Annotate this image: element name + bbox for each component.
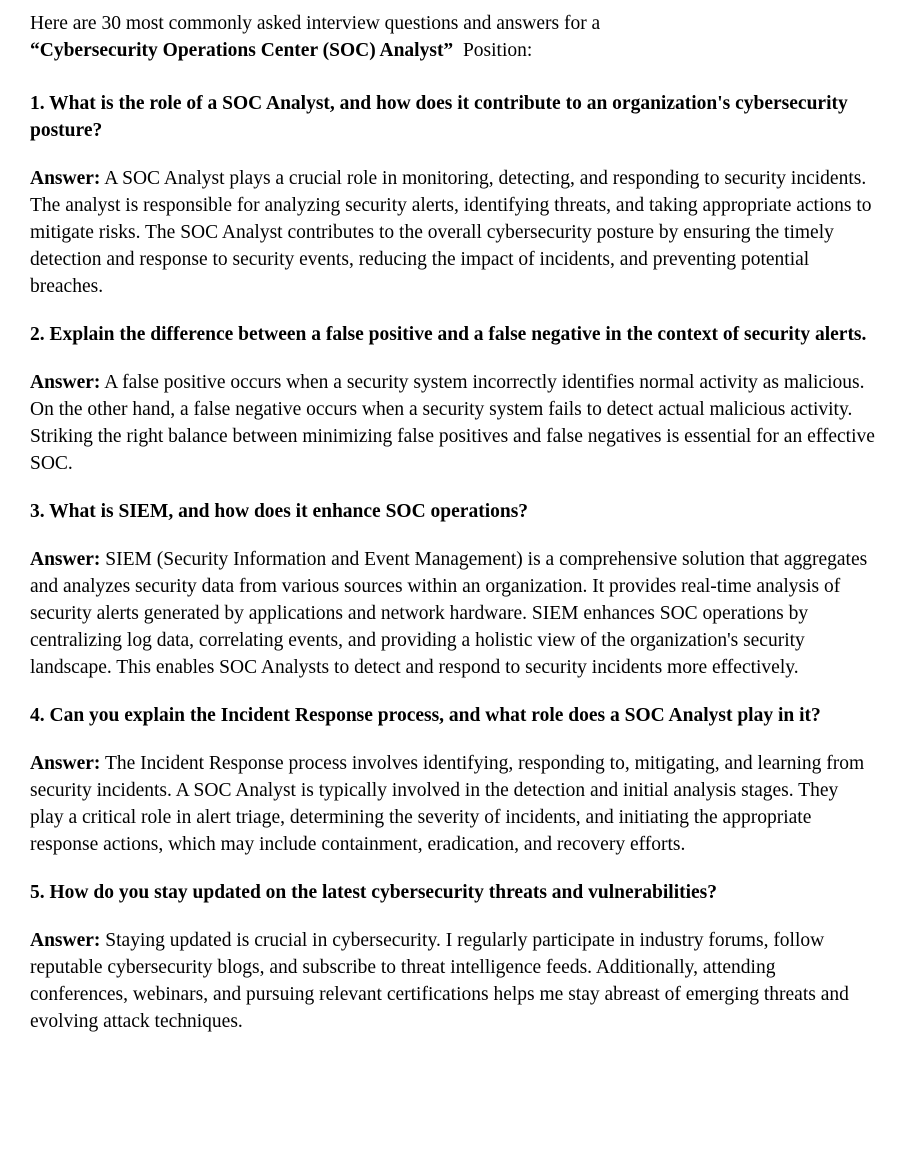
- answer-text: The Incident Response process involves identifying, responding to, mitigating, and learning from security incidents. A SOC Analyst is typically involved in the detection and initial analysis stages. They play a critical role in alert triage, determining the severity of incidents, and initiating the appropriate response actions, which may include containment, eradication, and recovery efforts.: [30, 753, 865, 855]
- intro-suffix: Position:: [453, 40, 533, 61]
- answer-paragraph: [30, 750, 875, 858]
- answer-text: SIEM (Security Information and Event Management) is a comprehensive solution that aggregates and analyzes security data from various sources within an organization. It provides real-time analysis of security alerts generated by applications and network hardware. SIEM enhances SOC operations by centralizing log data, correlating events, and providing a holistic view of the organization's security landscape. This enables SOC Analysts to detect and respond to security incidents more effectively.: [30, 549, 868, 678]
- question-heading: 5. How do you stay updated on the latest cybersecurity threats and vulnerabilities?: [30, 882, 718, 903]
- question-heading: 4. Can you explain the Incident Response process, and what role does a SOC Analyst play in it?: [30, 705, 821, 726]
- answer-text: Staying updated is crucial in cybersecurity. I regularly participate in industry forums, follow reputable cybersecurity blogs, and subscribe to threat intelligence feeds. Additionally, attending conferences, webinars, and pursuing relevant certifications helps me stay abreast of emerging threats and evolving attack techniques.: [30, 930, 849, 1032]
- answer-paragraph: [30, 927, 875, 1035]
- question-heading: 3. What is SIEM, and how does it enhance SOC operations?: [30, 501, 529, 522]
- answer-label: Answer:: [30, 168, 101, 189]
- intro-paragraph: [30, 10, 875, 64]
- qa-list: [30, 90, 875, 1035]
- question-heading: 2. Explain the difference between a false positive and a false negative in the context of security alerts.: [30, 324, 867, 345]
- answer-text: A false positive occurs when a security system incorrectly identifies normal activity as malicious. On the other hand, a false negative occurs when a security system fails to detect actual malicious activity. Striking the right balance between minimizing false positives and false negatives is essential for an effective SOC.: [30, 372, 875, 474]
- answer-label: Answer:: [30, 372, 101, 393]
- answer-text: A SOC Analyst plays a crucial role in monitoring, detecting, and responding to security incidents. The analyst is responsible for analyzing security alerts, identifying threats, and taking appropriate actions to mitigate risks. The SOC Analyst contributes to the overall cybersecurity posture by ensuring the timely detection and response to security events, reducing the impact of incidents, and preventing potential breaches.: [30, 168, 872, 297]
- intro-line: Here are 30 most commonly asked interview questions and answers for a: [30, 13, 601, 34]
- answer-label: Answer:: [30, 753, 101, 774]
- answer-label: Answer:: [30, 549, 101, 570]
- question-heading: 1. What is the role of a SOC Analyst, and how does it contribute to an organization's cybersecurity posture?: [30, 93, 848, 141]
- answer-paragraph: [30, 369, 875, 477]
- document-title: “Cybersecurity Operations Center (SOC) Analyst”: [30, 40, 454, 61]
- answer-paragraph: [30, 165, 875, 300]
- answer-label: Answer:: [30, 930, 101, 951]
- answer-paragraph: [30, 546, 875, 681]
